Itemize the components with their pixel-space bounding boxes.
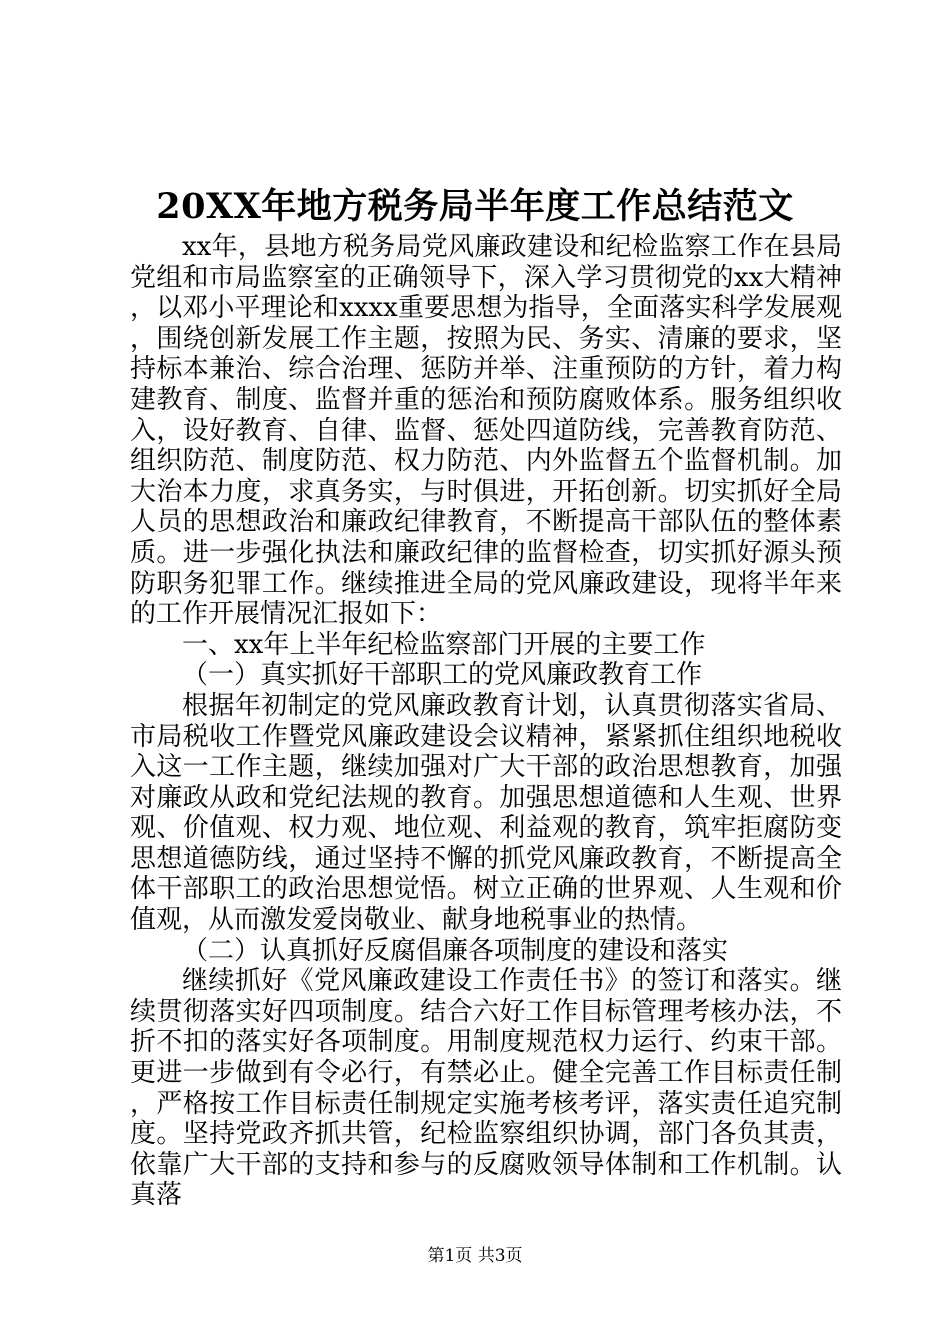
paragraph-intro: xx年，县地方税务局党风廉政建设和纪检监察工作在县局党组和市局监察室的正确领导下，深入学习贯彻党的xx大精神，以邓小平理论和xxxx重要思想为指导，全面落实科学发展观，围绕创新发展工作主题，按照为民、务实、清廉的要求，坚持标本兼治、综合治理、惩防并举、注重预防的方针，着力构建教育、制度、监督并重的惩治和预防腐败体系。服务组织收入，设好教育、自律、监督、惩处四道防线，完善教育防范、组织防范、制度防范、权力防范、内外监督五个监督机制。加大治本力度，求真务实，与时俱进，开拓创新。切实抓好全局人员的思想政治和廉政纪律教育，不断提高干部队伍的整体素质。进一步强化执法和廉政纪律的监督检查，切实抓好源头预防职务犯罪工作。继续推进全局的党风廉政建设，现将半年来的工作开展情况汇报如下： — [130, 232, 842, 630]
page-number: 第1页 共3页 — [427, 1246, 523, 1266]
paragraph-systems: 继续抓好《党风廉政建设工作责任书》的签订和落实。继续贯彻落实好四项制度。结合六好工作目标管理考核办法，不折不扣的落实好各项制度。用制度规范权力运行、约束干部。更进一步做到有令必行，有禁必止。健全完善工作目标责任制，严格按工作目标责任制规定实施考核考评，落实责任追究制度。坚持党政齐抓共管，纪检监察组织协调，部门各负其责，依靠广大干部的支持和参与的反腐败领导体制和工作机制。认真落 — [130, 966, 842, 1211]
subsection-heading-1: （一）真实抓好干部职工的党风廉政教育工作 — [182, 660, 703, 691]
paragraph-education: 根据年初制定的党风廉政教育计划，认真贯彻落实省局、市局税收工作暨党风廉政建设会议精神，紧紧抓住组织地税收入这一工作主题，继续加强对广大干部的政治思想教育，加强对廉政从政和党纪法规的教育。加强思想道德和人生观、世界观、价值观、权力观、地位观、利益观的教育，筑牢拒腐防变思想道德防线，通过坚持不懈的抓党风廉政教育，不断提高全体干部职工的政治思想觉悟。树立正确的世界观、人生观和价值观，从而激发爱岗敬业、献身地税事业的热情。 — [130, 690, 842, 936]
section-heading-1: 一、xx年上半年纪检监察部门开展的主要工作 — [182, 629, 706, 660]
document-body — [130, 232, 842, 1211]
document-title: 20XX年地方税务局半年度工作总结范文 — [156, 186, 794, 227]
subsection-heading-2: （二）认真抓好反腐倡廉各项制度的建设和落实 — [182, 935, 729, 966]
